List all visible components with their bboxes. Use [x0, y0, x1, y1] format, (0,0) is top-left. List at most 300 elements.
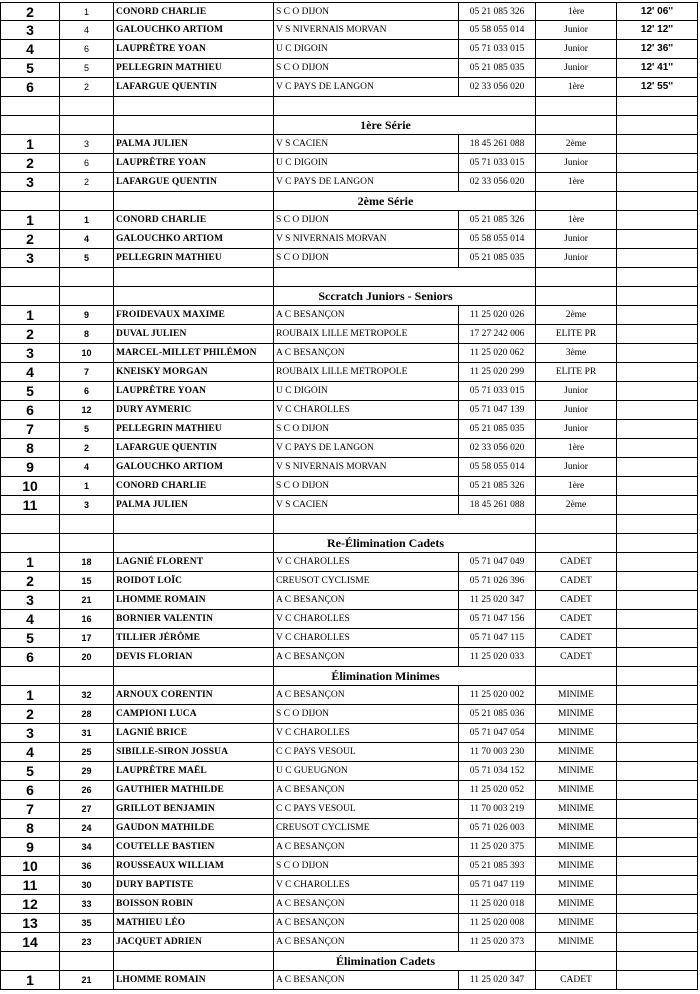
bib-cell: 24 [59, 819, 113, 837]
empty-cell [0, 534, 59, 552]
rider-name-cell: PELLEGRIN MATHIEU [113, 249, 273, 267]
time-cell [616, 838, 698, 856]
time-cell [616, 458, 698, 476]
licence-cell: 05 71 047 156 [458, 610, 535, 628]
licence-cell: 05 58 055 014 [458, 21, 535, 39]
result-row [0, 686, 698, 705]
section-header-row [0, 116, 698, 135]
rank-cell: 5 [0, 382, 59, 400]
time-cell [616, 971, 698, 989]
licence-cell: 05 71 047 139 [458, 401, 535, 419]
club-cell: V S CACIEN [273, 135, 458, 153]
club-cell: V C PAYS DE LANGON [273, 439, 458, 457]
rank-cell: 1 [0, 135, 59, 153]
licence-cell: 11 25 020 347 [458, 591, 535, 609]
club-cell: S C O DIJON [273, 211, 458, 229]
bib-cell: 8 [59, 325, 113, 343]
rank-cell: 5 [0, 762, 59, 780]
time-cell: 12' 55'' [616, 78, 698, 96]
result-row [0, 458, 698, 477]
club-cell: V C PAYS DE LANGON [273, 173, 458, 191]
licence-cell: 05 71 033 015 [458, 154, 535, 172]
bib-cell: 5 [59, 249, 113, 267]
result-row [0, 781, 698, 800]
bib-cell: 2 [59, 78, 113, 96]
empty-cell [59, 667, 113, 685]
rider-name-cell: LAFARGUE QUENTIN [113, 78, 273, 96]
rank-cell: 4 [0, 363, 59, 381]
time-cell [616, 705, 698, 723]
result-row [0, 591, 698, 610]
licence-cell: 11 25 020 375 [458, 838, 535, 856]
rider-name-cell: CONORD CHARLIE [113, 477, 273, 495]
empty-cell [0, 268, 59, 286]
category-cell: ELITE PR [535, 325, 616, 343]
time-cell [616, 382, 698, 400]
result-row [0, 933, 698, 952]
category-cell: CADET [535, 629, 616, 647]
empty-cell [59, 952, 113, 970]
club-cell: A C BESANÇON [273, 591, 458, 609]
result-row [0, 477, 698, 496]
section-header-row [0, 534, 698, 553]
result-row [0, 610, 698, 629]
section-title: Élimination Minimes [331, 669, 440, 683]
licence-cell: 02 33 056 020 [458, 173, 535, 191]
rider-name-cell: MATHIEU LÉO [113, 914, 273, 932]
bib-cell: 23 [59, 933, 113, 951]
blank-row [0, 515, 698, 534]
bib-cell: 12 [59, 401, 113, 419]
rider-name-cell: DEVIS FLORIAN [113, 648, 273, 666]
empty-cell [616, 667, 698, 685]
bib-cell: 9 [59, 306, 113, 324]
rank-cell: 4 [0, 610, 59, 628]
section-header-row [0, 287, 698, 306]
rank-cell: 8 [0, 439, 59, 457]
category-cell: Junior [535, 21, 616, 39]
time-cell [616, 173, 698, 191]
empty-cell [59, 116, 113, 134]
result-row [0, 230, 698, 249]
rider-name-cell: PALMA JULIEN [113, 496, 273, 514]
empty-cell [113, 952, 273, 970]
result-row [0, 743, 698, 762]
bib-cell: 2 [59, 173, 113, 191]
empty-cell [0, 192, 59, 210]
rider-name-cell: PELLEGRIN MATHIEU [113, 59, 273, 77]
rank-cell: 2 [0, 705, 59, 723]
result-row [0, 724, 698, 743]
licence-cell: 05 21 085 326 [458, 3, 535, 20]
time-cell [616, 591, 698, 609]
licence-cell: 05 21 085 326 [458, 211, 535, 229]
rider-name-cell: LHOMME ROMAIN [113, 591, 273, 609]
bib-cell: 4 [59, 230, 113, 248]
licence-cell: 02 33 056 020 [458, 439, 535, 457]
empty-cell [0, 116, 59, 134]
section-title: 2ème Série [357, 194, 414, 208]
result-row [0, 420, 698, 439]
rank-cell: 3 [0, 21, 59, 39]
result-row [0, 800, 698, 819]
empty-cell [616, 952, 698, 970]
result-row [0, 40, 698, 59]
section-title: Élimination Cadets [335, 954, 435, 968]
rank-cell: 11 [0, 876, 59, 894]
result-row [0, 857, 698, 876]
blank-row [0, 97, 698, 116]
section-title: Re-Élimination Cadets [327, 536, 444, 550]
rank-cell: 2 [0, 325, 59, 343]
result-row [0, 173, 698, 192]
rank-cell: 12 [0, 895, 59, 913]
club-cell: A C BESANÇON [273, 933, 458, 951]
category-cell: MINIME [535, 800, 616, 818]
time-cell [616, 306, 698, 324]
category-cell: 2ème [535, 496, 616, 514]
result-row [0, 496, 698, 515]
category-cell: Junior [535, 40, 616, 58]
rank-cell: 6 [0, 78, 59, 96]
rider-name-cell: LAUPRÊTRE YOAN [113, 154, 273, 172]
empty-cell [616, 287, 698, 305]
empty-cell [535, 287, 616, 305]
category-cell: 1ère [535, 78, 616, 96]
time-cell [616, 363, 698, 381]
rank-cell: 3 [0, 173, 59, 191]
time-cell [616, 857, 698, 875]
category-cell: Junior [535, 230, 616, 248]
bib-cell: 3 [59, 135, 113, 153]
category-cell: Junior [535, 458, 616, 476]
result-row [0, 876, 698, 895]
category-cell: MINIME [535, 705, 616, 723]
result-row [0, 401, 698, 420]
category-cell: MINIME [535, 762, 616, 780]
empty-cell [59, 192, 113, 210]
empty-cell [535, 667, 616, 685]
licence-cell: 05 71 047 115 [458, 629, 535, 647]
time-cell [616, 724, 698, 742]
bib-cell: 1 [59, 3, 113, 20]
section-header-row [0, 192, 698, 211]
result-row [0, 249, 698, 268]
time-cell [616, 439, 698, 457]
time-cell [616, 211, 698, 229]
licence-cell: 18 45 261 088 [458, 135, 535, 153]
time-cell: 12' 36'' [616, 40, 698, 58]
rank-cell: 6 [0, 401, 59, 419]
club-cell: A C BESANÇON [273, 344, 458, 362]
rank-cell: 6 [0, 781, 59, 799]
empty-cell [0, 515, 59, 533]
time-cell [616, 572, 698, 590]
club-cell: U C DIGOIN [273, 154, 458, 172]
category-cell: ELITE PR [535, 363, 616, 381]
bib-cell: 34 [59, 838, 113, 856]
rank-cell: 11 [0, 496, 59, 514]
rider-name-cell: GAUTHIER MATHILDE [113, 781, 273, 799]
rider-name-cell: LAUPRÊTRE YOAN [113, 40, 273, 58]
empty-cell [113, 97, 273, 115]
rider-name-cell: LAGNIÉ FLORENT [113, 553, 273, 571]
club-cell: V C PAYS DE LANGON [273, 78, 458, 96]
club-cell: S C O DIJON [273, 59, 458, 77]
rider-name-cell: ROIDOT LOÏC [113, 572, 273, 590]
empty-cell [616, 534, 698, 552]
rider-name-cell: CAMPIONI LUCA [113, 705, 273, 723]
empty-cell [59, 515, 113, 533]
empty-cell [113, 287, 273, 305]
bib-cell: 1 [59, 211, 113, 229]
bib-cell: 7 [59, 363, 113, 381]
club-cell: A C BESANÇON [273, 914, 458, 932]
category-cell: CADET [535, 648, 616, 666]
empty-cell [113, 534, 273, 552]
category-cell: MINIME [535, 914, 616, 932]
rank-cell: 9 [0, 838, 59, 856]
club-cell: CREUSOT CYCLISME [273, 572, 458, 590]
category-cell: 1ère [535, 439, 616, 457]
rider-name-cell: SIBILLE-SIRON JOSSUA [113, 743, 273, 761]
bib-cell: 36 [59, 857, 113, 875]
result-row [0, 78, 698, 97]
empty-cell [113, 268, 273, 286]
bib-cell: 32 [59, 686, 113, 704]
time-cell [616, 648, 698, 666]
rider-name-cell: COUTELLE BASTIEN [113, 838, 273, 856]
rank-cell: 8 [0, 819, 59, 837]
licence-cell: 11 70 003 230 [458, 743, 535, 761]
rider-name-cell: LAUPRÊTRE MAËL [113, 762, 273, 780]
rider-name-cell: PALMA JULIEN [113, 135, 273, 153]
bib-cell: 21 [59, 971, 113, 989]
time-cell [616, 743, 698, 761]
category-cell: MINIME [535, 895, 616, 913]
club-cell: A C BESANÇON [273, 971, 458, 989]
bib-cell: 5 [59, 420, 113, 438]
club-cell: S C O DIJON [273, 3, 458, 20]
licence-cell: 11 25 020 002 [458, 686, 535, 704]
empty-cell [535, 116, 616, 134]
licence-cell: 05 71 033 015 [458, 382, 535, 400]
category-cell: Junior [535, 59, 616, 77]
licence-cell: 11 25 020 026 [458, 306, 535, 324]
club-cell: V C CHAROLLES [273, 553, 458, 571]
rider-name-cell: LAFARGUE QUENTIN [113, 173, 273, 191]
rank-cell: 4 [0, 743, 59, 761]
result-row [0, 629, 698, 648]
licence-cell: 17 27 242 006 [458, 325, 535, 343]
result-row [0, 363, 698, 382]
empty-cell [0, 667, 59, 685]
time-cell: 12' 12'' [616, 21, 698, 39]
rider-name-cell: GRILLOT BENJAMIN [113, 800, 273, 818]
bib-cell: 6 [59, 382, 113, 400]
bib-cell: 6 [59, 154, 113, 172]
empty-cell [535, 192, 616, 210]
rank-cell: 4 [0, 40, 59, 58]
empty-cell [59, 97, 113, 115]
rank-cell: 6 [0, 648, 59, 666]
rank-cell: 5 [0, 629, 59, 647]
bib-cell: 4 [59, 21, 113, 39]
club-cell: S C O DIJON [273, 477, 458, 495]
time-cell [616, 401, 698, 419]
category-cell: MINIME [535, 686, 616, 704]
category-cell: CADET [535, 971, 616, 989]
rider-name-cell: BORNIER VALENTIN [113, 610, 273, 628]
bib-cell: 18 [59, 553, 113, 571]
time-cell [616, 344, 698, 362]
rider-name-cell: LAUPRÊTRE YOAN [113, 382, 273, 400]
club-cell: CREUSOT CYCLISME [273, 819, 458, 837]
empty-cell [616, 97, 698, 115]
empty-cell [616, 116, 698, 134]
result-row [0, 895, 698, 914]
licence-cell: 18 45 261 088 [458, 496, 535, 514]
licence-cell: 05 21 085 036 [458, 705, 535, 723]
rank-cell: 1 [0, 971, 59, 989]
bib-cell: 3 [59, 496, 113, 514]
club-cell: ROUBAIX LILLE METROPOLE [273, 325, 458, 343]
rank-cell: 3 [0, 724, 59, 742]
rider-name-cell: GALOUCHKO ARTIOM [113, 21, 273, 39]
section-header-row [0, 952, 698, 971]
category-cell: 1ère [535, 211, 616, 229]
empty-cell [616, 515, 698, 533]
time-cell: 12' 06'' [616, 3, 698, 20]
bib-cell: 6 [59, 40, 113, 58]
bib-cell: 26 [59, 781, 113, 799]
licence-cell: 05 71 033 015 [458, 40, 535, 58]
club-cell: U C DIGOIN [273, 382, 458, 400]
rank-cell: 5 [0, 59, 59, 77]
licence-cell: 05 71 034 152 [458, 762, 535, 780]
category-cell: MINIME [535, 743, 616, 761]
licence-cell: 02 33 056 020 [458, 78, 535, 96]
rank-cell: 1 [0, 553, 59, 571]
rank-cell: 10 [0, 857, 59, 875]
licence-cell: 05 71 026 003 [458, 819, 535, 837]
empty-cell [273, 268, 535, 286]
section-title: Sccratch Juniors - Seniors [318, 289, 453, 303]
result-row [0, 306, 698, 325]
licence-cell: 11 25 020 373 [458, 933, 535, 951]
bib-cell: 15 [59, 572, 113, 590]
time-cell [616, 325, 698, 343]
rider-name-cell: CONORD CHARLIE [113, 211, 273, 229]
time-cell [616, 610, 698, 628]
rider-name-cell: LAGNIÉ BRICE [113, 724, 273, 742]
licence-cell: 11 25 020 052 [458, 781, 535, 799]
category-cell: Junior [535, 249, 616, 267]
club-cell: V S CACIEN [273, 496, 458, 514]
licence-cell: 11 25 020 347 [458, 971, 535, 989]
result-row [0, 439, 698, 458]
time-cell [616, 762, 698, 780]
empty-cell [113, 667, 273, 685]
club-cell: A C BESANÇON [273, 686, 458, 704]
bib-cell: 25 [59, 743, 113, 761]
results-table [0, 2, 698, 990]
club-cell: U C GUEUGNON [273, 762, 458, 780]
rider-name-cell: DURY AYMERIC [113, 401, 273, 419]
rank-cell: 7 [0, 420, 59, 438]
time-cell [616, 629, 698, 647]
licence-cell: 05 58 055 014 [458, 230, 535, 248]
result-row [0, 914, 698, 933]
rank-cell: 1 [0, 306, 59, 324]
result-row [0, 572, 698, 591]
club-cell: C C PAYS VESOUL [273, 800, 458, 818]
empty-cell [535, 97, 616, 115]
club-cell: A C BESANÇON [273, 781, 458, 799]
time-cell: 12' 41'' [616, 59, 698, 77]
rank-cell: 2 [0, 3, 59, 20]
empty-cell [273, 515, 535, 533]
result-row [0, 762, 698, 781]
rank-cell: 13 [0, 914, 59, 932]
result-row [0, 135, 698, 154]
category-cell: MINIME [535, 857, 616, 875]
category-cell: 3ème [535, 344, 616, 362]
rider-name-cell: PELLEGRIN MATHIEU [113, 420, 273, 438]
licence-cell: 05 21 085 326 [458, 477, 535, 495]
licence-cell: 05 71 026 396 [458, 572, 535, 590]
time-cell [616, 800, 698, 818]
bib-cell: 2 [59, 439, 113, 457]
empty-cell [59, 287, 113, 305]
licence-cell: 05 21 085 035 [458, 420, 535, 438]
category-cell: 2ème [535, 306, 616, 324]
club-cell: V C CHAROLLES [273, 401, 458, 419]
result-row [0, 21, 698, 40]
result-row [0, 211, 698, 230]
rider-name-cell: DUVAL JULIEN [113, 325, 273, 343]
blank-row [0, 268, 698, 287]
club-cell: A C BESANÇON [273, 838, 458, 856]
bib-cell: 20 [59, 648, 113, 666]
result-row [0, 2, 698, 21]
category-cell: 2ème [535, 135, 616, 153]
rider-name-cell: FROIDEVAUX MAXIME [113, 306, 273, 324]
category-cell: MINIME [535, 819, 616, 837]
rider-name-cell: MARCEL-MILLET PHILÉMON [113, 344, 273, 362]
licence-cell: 05 21 085 393 [458, 857, 535, 875]
time-cell [616, 230, 698, 248]
time-cell [616, 876, 698, 894]
category-cell: CADET [535, 610, 616, 628]
time-cell [616, 477, 698, 495]
bib-cell: 31 [59, 724, 113, 742]
category-cell: CADET [535, 591, 616, 609]
licence-cell: 05 58 055 014 [458, 458, 535, 476]
result-row [0, 382, 698, 401]
bib-cell: 5 [59, 59, 113, 77]
club-cell: V C CHAROLLES [273, 876, 458, 894]
club-cell: V S NIVERNAIS MORVAN [273, 458, 458, 476]
time-cell [616, 933, 698, 951]
time-cell [616, 249, 698, 267]
category-cell: 1ère [535, 173, 616, 191]
licence-cell: 05 71 047 049 [458, 553, 535, 571]
club-cell: U C DIGOIN [273, 40, 458, 58]
bib-cell: 28 [59, 705, 113, 723]
bib-cell: 27 [59, 800, 113, 818]
club-cell: S C O DIJON [273, 420, 458, 438]
